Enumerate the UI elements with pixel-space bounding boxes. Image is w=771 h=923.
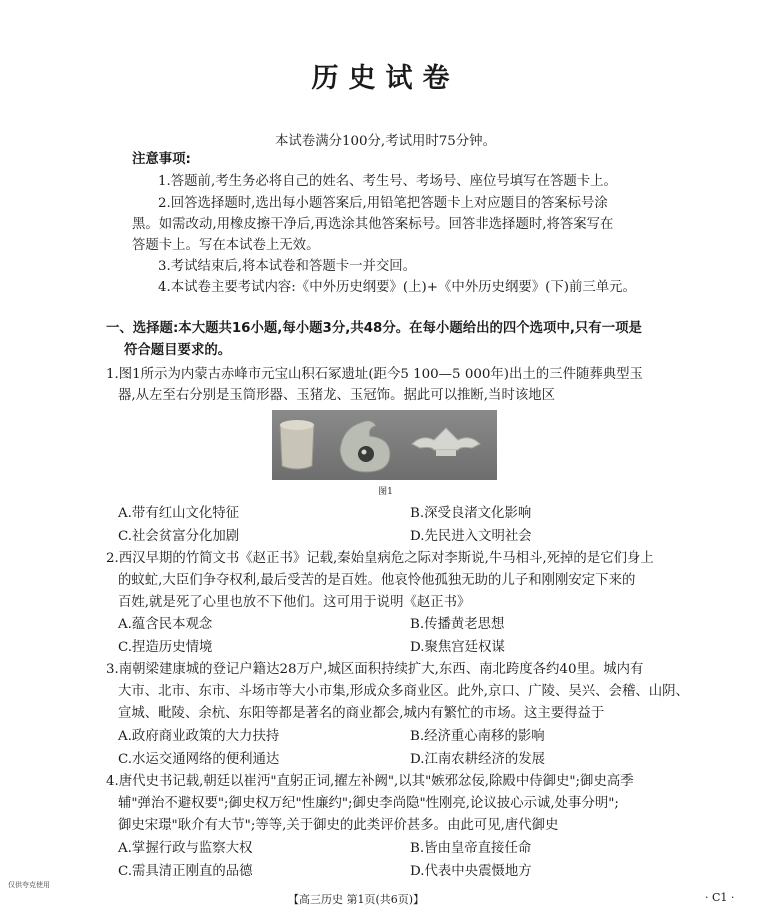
option-c[interactable]: C.水运交通网络的便利通达: [118, 752, 280, 767]
option-d[interactable]: D.江南农耕经济的发展: [410, 752, 546, 767]
question-stem: 3.南朝梁建康城的登记户籍达28万户,城区面积持续扩大,东西、南北跨度各约40里。城内有: [106, 662, 644, 677]
question-stem: 器,从左至右分别是玉筒形器、玉猪龙、玉冠饰。据此可以推断,当时该地区: [118, 388, 556, 403]
option-c[interactable]: C.社会贫富分化加剧: [118, 529, 240, 544]
option-a[interactable]: A.带有红山文化特征: [118, 506, 240, 521]
notice-line: 1.答题前,考生务必将自己的姓名、考生号、考场号、座位号填写在答题卡上。: [158, 174, 617, 189]
option-a[interactable]: A.掌握行政与监察大权: [118, 841, 253, 856]
jade-artifacts-figure: [272, 410, 497, 480]
section-heading: 符合题目要求的。: [124, 343, 232, 358]
option-d[interactable]: D.代表中央震慑地方: [410, 864, 532, 879]
option-d[interactable]: D.聚焦宫廷权谋: [410, 640, 505, 655]
option-a[interactable]: A.政府商业政策的大力扶持: [118, 729, 280, 744]
notice-line: 黑。如需改动,用橡皮擦干净后,再选涂其他答案标号。回答非选择题时,将答案写在: [132, 217, 614, 232]
option-a[interactable]: A.蕴含民本观念: [118, 617, 213, 632]
figure-caption: 图1: [378, 487, 393, 497]
page-footer: 【高三历史 第1页(共6页)】: [288, 893, 425, 906]
option-b[interactable]: B.深受良渚文化影响: [410, 506, 532, 521]
option-b[interactable]: B.传播黄老思想: [410, 617, 505, 632]
question-stem: 的蚊虻,大臣们争夺权利,最后受苦的是百姓。他哀怜他孤独无助的儿子和刚刚安定下来的: [118, 573, 636, 588]
notice-heading: 注意事项:: [132, 152, 191, 167]
question-stem: 1.图1所示为内蒙古赤峰市元宝山积石冢遗址(距今5 100—5 000年)出土的三件随葬典型玉: [106, 367, 643, 382]
question-stem: 辅"弹治不避权要";御史权万纪"性廉约";御史李尚隐"性刚亮,论议披心示诚,处事分明";: [118, 796, 619, 811]
page-code: · C1 ·: [705, 891, 735, 904]
question-stem: 宣城、毗陵、余杭、东阳等都是著名的商业都会,城内有繁忙的市场。这主要得益于: [118, 706, 605, 721]
question-stem: 百姓,就是死了心里也放不下他们。这可用于说明《赵正书》: [118, 595, 471, 610]
notice-line: 答题卡上。写在本试卷上无效。: [132, 238, 320, 253]
option-d[interactable]: D.先民进入文明社会: [410, 529, 532, 544]
question-stem: 2.西汉早期的竹简文书《赵正书》记载,秦始皇病危之际对李斯说,牛马相斗,死掉的是它们身上: [106, 551, 654, 566]
option-b[interactable]: B.经济重心南移的影响: [410, 729, 545, 744]
page-title: 历史试卷: [311, 63, 460, 94]
question-stem: 御史宋璟"耿介有大节";等等,关于御史的此类评价甚多。由此可见,唐代御史: [118, 818, 559, 833]
notice-line: 2.回答选择题时,选出每小题答案后,用铅笔把答题卡上对应题目的答案标号涂: [158, 196, 608, 211]
option-c[interactable]: C.需具清正刚直的品德: [118, 864, 253, 879]
question-stem: 大市、北市、东市、斗场市等大小市集,形成众多商业区。此外,京口、广陵、吴兴、会稽、山阴、: [118, 684, 689, 699]
jade-artifacts-illustration: [272, 410, 497, 480]
option-b[interactable]: B.皆由皇帝直接任命: [410, 841, 532, 856]
side-note: 仅供夸克使用: [8, 881, 50, 889]
question-stem: 4.唐代史书记载,朝廷以崔沔"直躬正词,擢左补阙",以其"嫉邪忿佞,除殿中侍御史";御史高季: [106, 774, 634, 789]
notice-line: 3.考试结束后,将本试卷和答题卡一并交回。: [158, 259, 417, 274]
exam-info: 本试卷满分100分,考试用时75分钟。: [275, 134, 496, 149]
notice-line: 4.本试卷主要考试内容:《中外历史纲要》(上)+《中外历史纲要》(下)前三单元。: [158, 280, 636, 295]
option-c[interactable]: C.捏造历史情境: [118, 640, 213, 655]
section-heading: 一、选择题:本大题共16小题,每小题3分,共48分。在每小题给出的四个选项中,只有一项是: [106, 321, 642, 336]
